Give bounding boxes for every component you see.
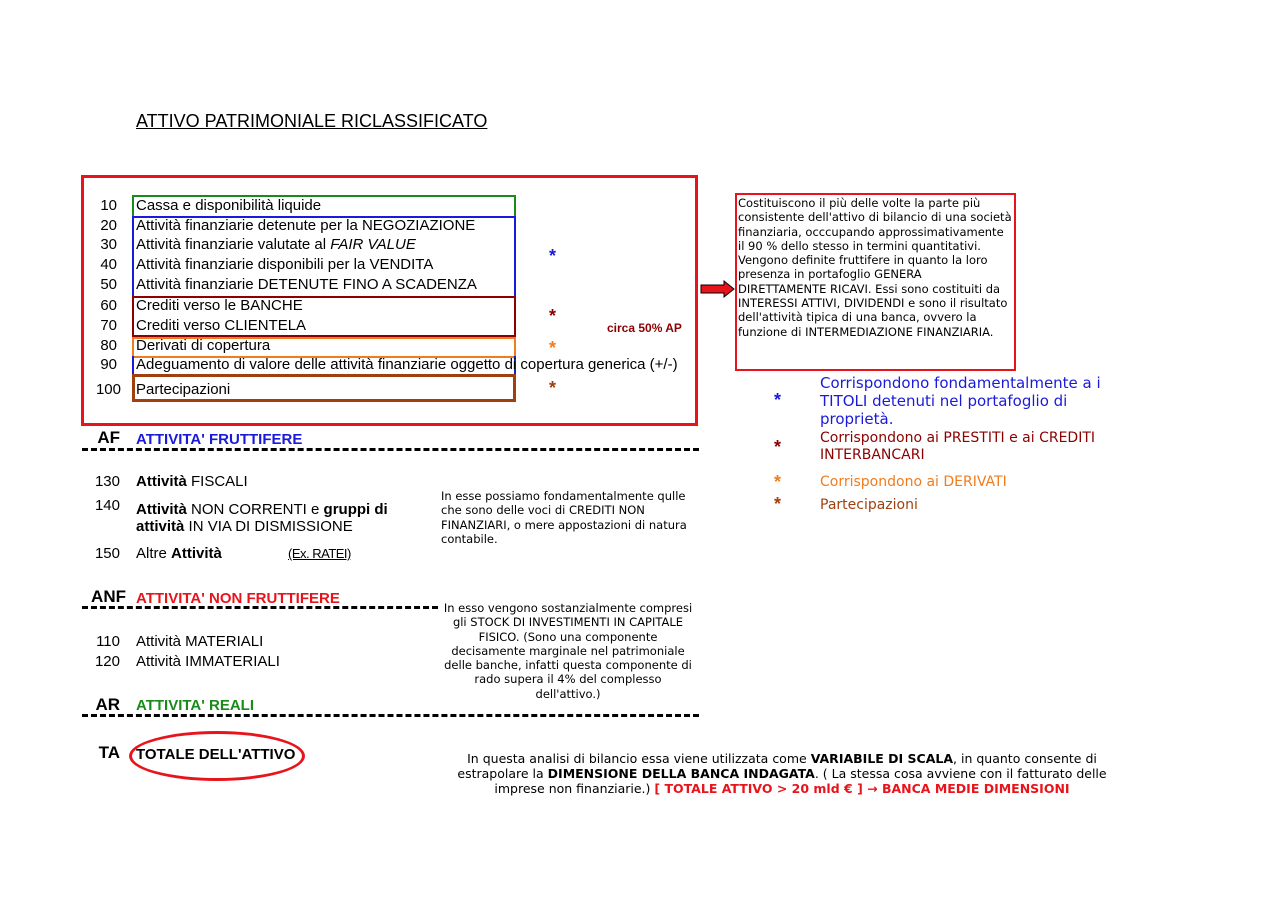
item-label-scadenza: Attività finanziarie DETENUTE FINO A SCADENZA <box>136 276 477 293</box>
noncorr-b1: Attività <box>136 501 187 518</box>
star-orange: * <box>549 338 557 358</box>
anf-code: ANF <box>91 587 126 606</box>
fiscali-rest: FISCALI <box>186 473 248 490</box>
item-label-materiali: Attività MATERIALI <box>136 633 264 650</box>
anf-dashed-line <box>82 606 438 609</box>
item-num-40: 40 <box>100 256 117 273</box>
ex-ratei: (Ex. RATEI) <box>288 546 351 561</box>
item-num-20: 20 <box>100 217 117 234</box>
item-num-60: 60 <box>100 297 117 314</box>
item-label-derivati: Derivati di copertura <box>136 337 271 354</box>
item-label-non-correnti <box>136 501 388 535</box>
item-num-130: 130 <box>94 473 120 490</box>
ta-label: TOTALE DELL'ATTIVO <box>136 746 296 763</box>
item-num-50: 50 <box>100 276 117 293</box>
altre-b1: Attività <box>171 545 222 562</box>
af-dashed-line <box>82 448 699 451</box>
item-label-vendita: Attività finanziarie disponibili per la VENDITA <box>136 256 434 273</box>
item-label-immateriali: Attività IMMATERIALI <box>136 653 280 670</box>
circa-50-label: circa 50% AP <box>607 321 682 335</box>
noncorr-b3: attività <box>136 518 185 535</box>
totale-b1: VARIABILE DI SCALA <box>810 751 954 766</box>
note-reali: In esso vengono sostanzialmente compresi gli STOCK DI INVESTIMENTI IN CAPITALE FISICO. (Sono una componente decisamente marginale nel patrimoniale delle banche, infatti questa componente di rado supera il 4% del complesso dell'attivo.) <box>443 601 693 701</box>
ar-label: ATTIVITA' REALI <box>136 697 255 714</box>
ar-dashed-line <box>82 714 699 717</box>
item-label-negoziazione: Attività finanziarie detenute per la NEGOZIAZIONE <box>136 217 476 234</box>
legend-partecipazioni: Partecipazioni <box>820 497 918 513</box>
item-num-100: 100 <box>95 381 121 398</box>
legend-titoli: Corrispondono fondamentalmente a i TITOLI detenuti nel portafoglio di proprietà. <box>820 374 1101 428</box>
af-code: AF <box>97 428 120 447</box>
item-label-fair-value <box>136 236 416 253</box>
af-label: ATTIVITA' FRUTTIFERE <box>136 431 303 448</box>
noncorr-r1: NON CORRENTI e <box>186 501 324 518</box>
item-label-cassa: Cassa e disponibilità liquide <box>136 197 322 214</box>
star-darkred: * <box>549 306 557 326</box>
altre-r1: Altre <box>136 545 172 562</box>
noncorr-r2: IN VIA DI DISMISSIONE <box>184 518 353 535</box>
item-num-90: 90 <box>100 356 117 373</box>
totale-p1: In questa analisi di bilancio essa viene utilizzata come <box>467 751 811 766</box>
totale-p2: , in quanto consente di estrapolare la <box>457 751 1097 781</box>
item-num-70: 70 <box>100 317 117 334</box>
item-label-adeguamento: Adeguamento di valore delle attività finanziarie oggetto di copertura generica (+/-) <box>136 356 678 373</box>
item-num-10: 10 <box>100 197 117 214</box>
item-num-150: 150 <box>94 545 120 562</box>
fiscali-bold: Attività <box>136 473 187 490</box>
totale-red: [ TOTALE ATTIVO > 20 mld € ] → BANCA MEDIE DIMENSIONI <box>654 781 1070 796</box>
item-num-80: 80 <box>100 337 117 354</box>
fair-value-prefix: Attività finanziarie valutate al <box>136 236 331 253</box>
fair-value-italic: FAIR VALUE <box>330 236 416 253</box>
anf-label: ATTIVITA' NON FRUTTIFERE <box>136 590 340 607</box>
legend-star-blue: * <box>774 390 782 410</box>
item-label-fiscali <box>136 473 248 490</box>
item-num-110: 110 <box>96 633 120 650</box>
item-num-140: 140 <box>94 497 120 514</box>
legend-star-brown: * <box>774 494 782 514</box>
noncorr-b2: gruppi di <box>323 501 388 518</box>
legend-prestiti: Corrispondono ai PRESTITI e ai CREDITI INTERBANCARI <box>820 430 1096 463</box>
ar-code: AR <box>95 695 120 714</box>
totale-b2: DIMENSIONE DELLA BANCA INDAGATA <box>547 766 815 781</box>
legend-star-orange: * <box>774 472 782 492</box>
item-label-partecipazioni: Partecipazioni <box>136 381 231 398</box>
legend-star-darkred: * <box>774 437 782 457</box>
note-totale <box>455 751 1109 796</box>
legend-derivati: Corrispondono ai DERIVATI <box>820 474 1007 490</box>
item-num-120: 120 <box>94 653 120 670</box>
totale-p3: . ( La stessa cosa avviene con il fatturato delle imprese non finanziarie.) <box>494 766 1107 796</box>
note-nonfrutt: In esse possiamo fondamentalmente qulle che sono delle voci di CREDITI NON FINANZIARI, o mere appostazioni di natura contabile. <box>441 489 687 546</box>
ta-code: TA <box>98 743 120 762</box>
item-label-clientela: Crediti verso CLIENTELA <box>136 317 307 334</box>
item-label-altre <box>136 545 222 562</box>
page-title: ATTIVO PATRIMONIALE RICLASSIFICATO <box>136 111 488 131</box>
star-brown: * <box>549 378 557 398</box>
star-blue: * <box>549 246 557 266</box>
arrow-right-icon <box>700 280 736 298</box>
item-num-30: 30 <box>100 236 117 253</box>
note-fruttifere: Costituiscono il più delle volte la parte più consistente dell'attivo di bilancio di una società finanziaria, occcupando approssimativamente il 90 % dello stesso in termini quantitativi. Vengono definite fruttifere in quanto la loro presenza in portafoglio GENERA DIRETTAMENTE RICAVI. Essi sono costituiti da INTERESSI ATTIVI, DIVIDENDI e sono il risultato dell'attività tipica di una banca, ovvero la funzione di INTERMEDIAZIONE FINANZIARIA. <box>738 196 1012 339</box>
item-label-banche: Crediti verso le BANCHE <box>136 297 303 314</box>
